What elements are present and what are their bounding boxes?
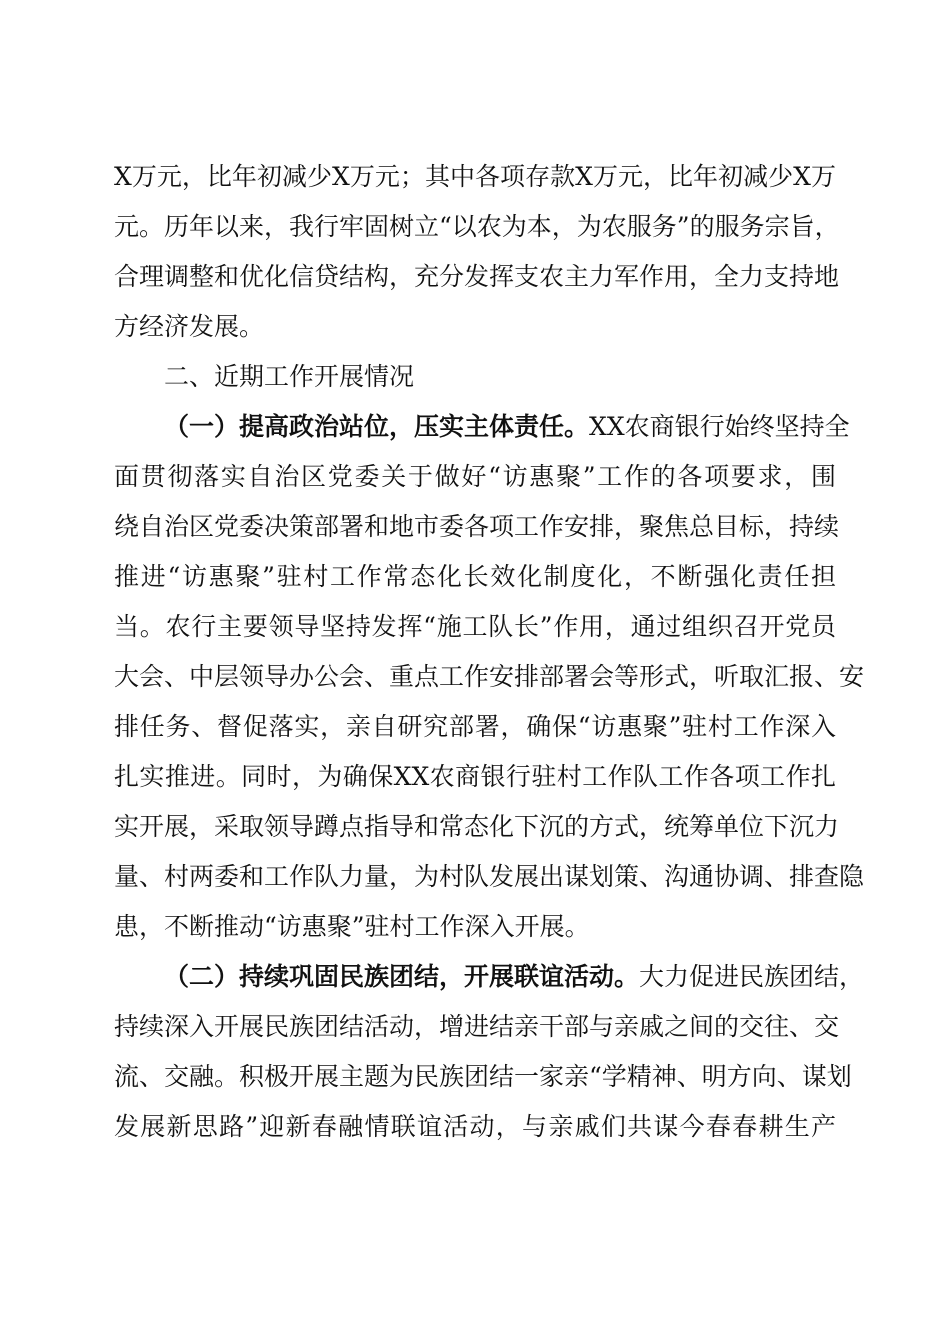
text-line: 扎实推进。同时，为确保XX农商银行驻村工作队工作各项工作扎 bbox=[114, 762, 836, 791]
subsection-title: （二）持续巩固民族团结，开展联谊活动。 bbox=[164, 962, 640, 991]
text-line: 合理调整和优化信贷结构，充分发挥支农主力军作用，全力支持地 bbox=[114, 262, 840, 291]
text-line: 排任务、督促落实，亲自研究部署，确保“访惠聚”驻村工作深入 bbox=[114, 712, 836, 741]
text-line: 元。历年以来，我行牢固树立“以农为本，为农服务”的服务宗旨， bbox=[114, 212, 840, 241]
text-line: 量、村两委和工作队力量，为村队发展出谋划策、沟通协调、排查隐 bbox=[114, 862, 865, 891]
text-run: 大力促进民族团结， bbox=[639, 962, 865, 991]
subsection-title: （一）提高政治站位，压实主体责任。 bbox=[164, 412, 590, 441]
text-run: XX农商银行始终坚持全 bbox=[589, 412, 850, 441]
text-line: 推进“访惠聚”驻村工作常态化长效化制度化，不断强化责任担 bbox=[114, 562, 836, 591]
subsection-2 bbox=[114, 952, 865, 1152]
text-line: 方经济发展。 bbox=[114, 312, 265, 341]
text-line: 持续深入开展民族团结活动，增进结亲干部与亲戚之间的交往、交 bbox=[114, 1012, 840, 1041]
subsection-1 bbox=[114, 402, 865, 952]
text-line bbox=[114, 402, 850, 452]
text-line: 面贯彻落实自治区党委关于做好“访惠聚”工作的各项要求，围 bbox=[114, 462, 836, 491]
text-line: 流、交融。积极开展主题为民族团结一家亲“学精神、明方向、谋划 bbox=[114, 1062, 852, 1091]
document-page bbox=[114, 152, 865, 1152]
text-line: 实开展，采取领导蹲点指导和常态化下沉的方式，统筹单位下沉力 bbox=[114, 812, 840, 841]
text-line: 当。农行主要领导坚持发挥“施工队长”作用，通过组织召开党员 bbox=[114, 612, 836, 641]
text-line: X万元，比年初减少X万元；其中各项存款X万元，比年初减少X万 bbox=[114, 162, 836, 191]
paragraph-1 bbox=[114, 152, 840, 352]
text-line: 发展新思路”迎新春融情联谊活动，与亲戚们共谋今春春耕生产 bbox=[114, 1112, 836, 1141]
text-line bbox=[114, 952, 865, 1002]
section-heading: 二、近期工作开展情况 bbox=[164, 362, 415, 391]
text-line: 患，不断推动“访惠聚”驻村工作深入开展。 bbox=[114, 912, 590, 941]
text-line: 绕自治区党委决策部署和地市委各项工作安排，聚焦总目标，持续 bbox=[114, 512, 840, 541]
text-line: 大会、中层领导办公会、重点工作安排部署会等形式，听取汇报、安 bbox=[114, 662, 865, 691]
